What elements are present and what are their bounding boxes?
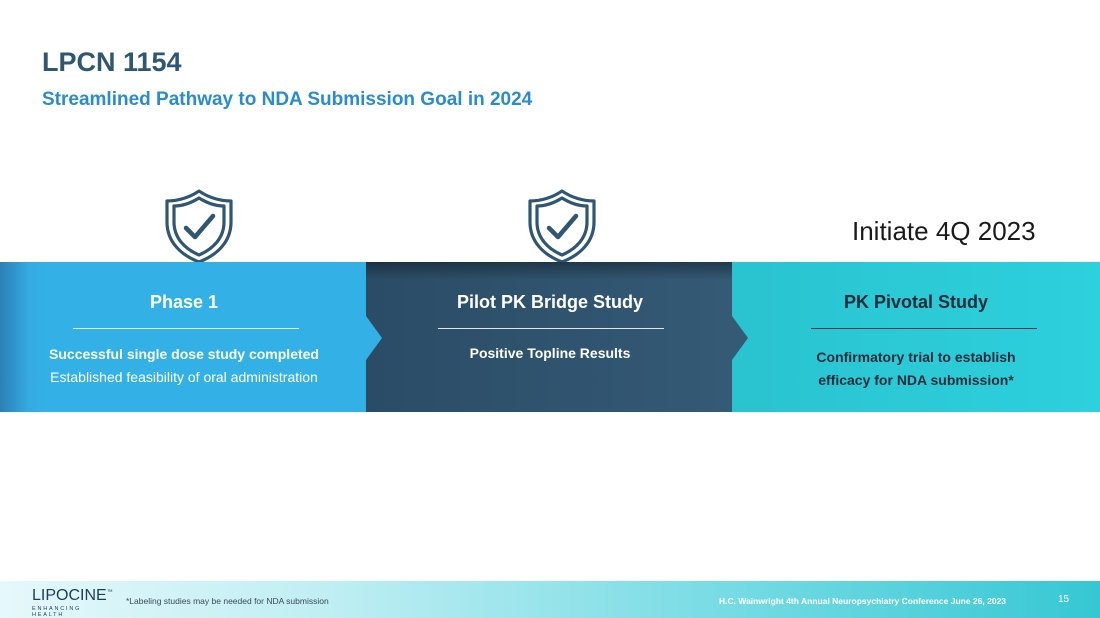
stage-pilot-pk-bridge xyxy=(366,262,734,412)
shield-check-icon xyxy=(163,188,235,264)
stage-status: Successful single dose study completed xyxy=(49,346,319,362)
initiate-note: Initiate 4Q 2023 xyxy=(852,216,1036,246)
footnote: *Labeling studies may be needed for NDA submission xyxy=(126,596,329,606)
divider xyxy=(438,328,664,329)
logo-tagline: ENHANCING HEALTH xyxy=(32,606,82,618)
footer-bar xyxy=(0,581,1100,618)
stage-title: Phase 1 xyxy=(149,292,219,312)
slide-title: LPCN 1154 xyxy=(42,47,182,77)
stage-detail: Established feasibility of oral administration xyxy=(50,369,318,385)
chevron-right-icon xyxy=(366,316,382,360)
divider xyxy=(73,328,299,329)
chevron-right-icon xyxy=(732,316,748,360)
stage-status: Positive Topline Results xyxy=(469,345,631,361)
stage-title: PK Pivotal Study xyxy=(843,292,989,312)
shield-check-icon xyxy=(526,188,598,264)
company-logo xyxy=(32,587,114,618)
logo-trademark: ™ xyxy=(106,589,113,596)
divider xyxy=(811,328,1037,329)
slide-subtitle: Streamlined Pathway to NDA Submission Goal in 2024 xyxy=(42,89,533,110)
stage-detail: Confirmatory trial to establish xyxy=(816,349,1016,365)
stage-phase-1 xyxy=(0,262,368,412)
conference-label: H.C. Wainwright 4th Annual Neuropsychiatry Conference June 26, 2023 xyxy=(719,596,1007,606)
stage-pk-pivotal xyxy=(732,262,1100,412)
stage-title: Pilot PK Bridge Study xyxy=(456,292,643,312)
stage-detail: efficacy for NDA submission* xyxy=(818,372,1014,388)
page-number: 15 xyxy=(1058,594,1070,605)
logo-wordmark: LIPOCINE xyxy=(32,587,107,604)
